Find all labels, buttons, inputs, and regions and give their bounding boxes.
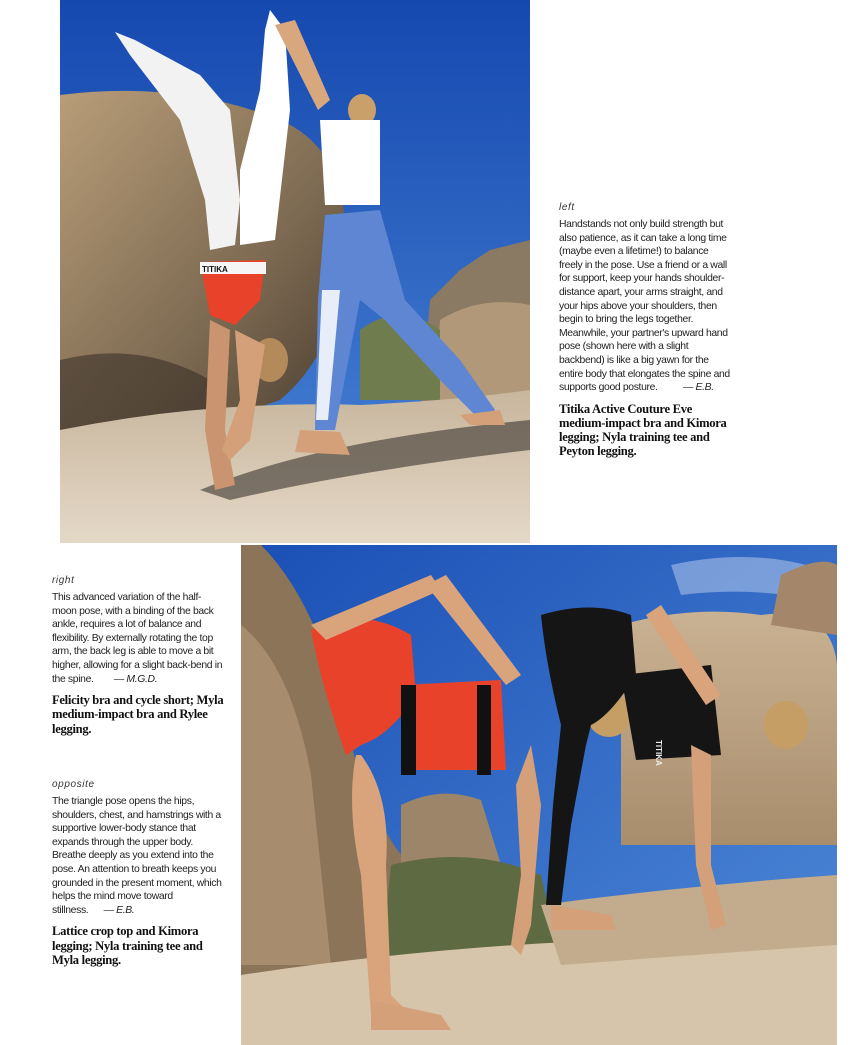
half-moon-illustration [241,545,837,1045]
caption-body [559,218,731,395]
caption-credit: Felicity bra and cycle short; Myla medium-impact bra and Rylee legging. [52,693,224,736]
brand-text-top: TITIKA [202,265,228,274]
caption-opposite [52,779,224,967]
caption-right [52,575,224,736]
photo-handstand [60,0,530,543]
caption-signature: — M.G.D. [113,673,158,685]
caption-text: Handstands not only build strength but also patience, as it can take a long time (maybe even a lifetime!) to balance freely in the pose. Use a friend or a wall for support, keep your hands shoulder-distance apart, your arms straight, and your hips above your shoulders, then begin to bring the legs together. Meanwhile, your partner's upward hand pose (shown here with a slight backbend) is like a big yawn for the entire body that elongates the spine and supports good posture. [559,219,730,394]
caption-direction: opposite [52,779,95,790]
handstand-illustration [60,0,530,543]
caption-direction: right [52,575,75,586]
caption-text: The triangle pose opens the hips, shoulders, chest, and hamstrings with a supportive lower-body stance that expands through the upper body. Breathe deeply as you extend into the pose. An attention to breath keeps you grounded in the present moment, which helps the mind move toward stillness. [52,796,222,916]
caption-direction: left [559,202,575,213]
caption-credit: Lattice crop top and Kimora legging; Nyla training tee and Myla legging. [52,924,203,967]
brand-text-bottom: TITIKA [654,740,663,766]
photo-half-moon [241,545,837,1045]
caption-left [559,202,731,459]
caption-signature: — E.B. [103,904,135,916]
caption-credit: Titika Active Couture Eve medium-impact bra and Kimora legging; Nyla training tee and Peyton legging. [559,401,727,459]
caption-body [52,591,224,686]
caption-signature: — E.B. [682,382,714,394]
caption-text: This advanced variation of the half-moon pose, with a binding of the back ankle, requires a lot of balance and flexibility. By externally rotating the top arm, the back leg is able to move a bit higher, allowing for a slight back-bend in the spine. [52,592,223,685]
caption-body [52,795,224,917]
